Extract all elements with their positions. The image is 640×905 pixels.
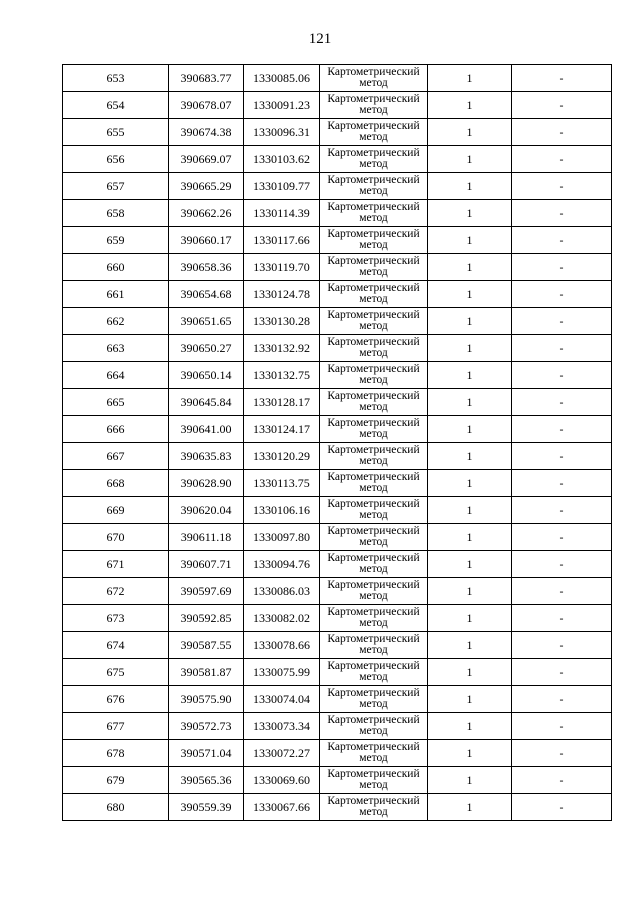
method-line-2: метод [359, 374, 388, 386]
method-line-2: метод [359, 131, 388, 143]
method-cell [320, 632, 428, 659]
method-cell [320, 470, 428, 497]
note-cell: - [512, 578, 612, 605]
x-coordinate-cell: 390674.38 [169, 119, 244, 146]
x-coordinate-cell: 390662.26 [169, 200, 244, 227]
method-line-2: метод [359, 320, 388, 332]
y-coordinate-cell: 1330091.23 [244, 92, 320, 119]
note-cell: - [512, 416, 612, 443]
note-cell: - [512, 227, 612, 254]
point-number-cell: 670 [63, 524, 169, 551]
method-line-2: метод [359, 401, 388, 413]
note-cell: - [512, 92, 612, 119]
accuracy-cell: 1 [428, 524, 512, 551]
table-row [63, 443, 612, 470]
note-cell: - [512, 632, 612, 659]
method-line-1: Картометрический [327, 471, 420, 483]
x-coordinate-cell: 390650.14 [169, 362, 244, 389]
x-coordinate-cell: 390572.73 [169, 713, 244, 740]
method-line-2: метод [359, 779, 388, 791]
table-row [63, 740, 612, 767]
table-row [63, 146, 612, 173]
method-cell [320, 173, 428, 200]
x-coordinate-cell: 390565.36 [169, 767, 244, 794]
point-number-cell: 678 [63, 740, 169, 767]
y-coordinate-cell: 1330097.80 [244, 524, 320, 551]
note-cell: - [512, 443, 612, 470]
y-coordinate-cell: 1330106.16 [244, 497, 320, 524]
point-number-cell: 675 [63, 659, 169, 686]
y-coordinate-cell: 1330119.70 [244, 254, 320, 281]
x-coordinate-cell: 390635.83 [169, 443, 244, 470]
x-coordinate-cell: 390651.65 [169, 308, 244, 335]
method-line-2: метод [359, 158, 388, 170]
y-coordinate-cell: 1330120.29 [244, 443, 320, 470]
point-number-cell: 680 [63, 794, 169, 821]
accuracy-cell: 1 [428, 119, 512, 146]
x-coordinate-cell: 390660.17 [169, 227, 244, 254]
note-cell: - [512, 605, 612, 632]
page-number: 121 [308, 31, 332, 47]
accuracy-cell: 1 [428, 308, 512, 335]
method-line-1: Картометрический [327, 390, 420, 402]
table-row [63, 254, 612, 281]
note-cell: - [512, 173, 612, 200]
x-coordinate-cell: 390571.04 [169, 740, 244, 767]
point-number-cell: 668 [63, 470, 169, 497]
point-number-cell: 660 [63, 254, 169, 281]
y-coordinate-cell: 1330124.17 [244, 416, 320, 443]
x-coordinate-cell: 390611.18 [169, 524, 244, 551]
method-line-1: Картометрический [327, 579, 420, 591]
y-coordinate-cell: 1330067.66 [244, 794, 320, 821]
method-line-1: Картометрический [327, 120, 420, 132]
y-coordinate-cell: 1330109.77 [244, 173, 320, 200]
note-cell: - [512, 794, 612, 821]
method-cell [320, 65, 428, 92]
point-number-cell: 653 [63, 65, 169, 92]
method-cell [320, 497, 428, 524]
y-coordinate-cell: 1330130.28 [244, 308, 320, 335]
method-cell [320, 254, 428, 281]
method-line-2: метод [359, 185, 388, 197]
point-number-cell: 679 [63, 767, 169, 794]
accuracy-cell: 1 [428, 335, 512, 362]
method-line-1: Картометрический [327, 255, 420, 267]
point-number-cell: 673 [63, 605, 169, 632]
table-row [63, 551, 612, 578]
table-row [63, 632, 612, 659]
accuracy-cell: 1 [428, 173, 512, 200]
note-cell: - [512, 200, 612, 227]
table-row [63, 686, 612, 713]
y-coordinate-cell: 1330074.04 [244, 686, 320, 713]
table-row [63, 227, 612, 254]
accuracy-cell: 1 [428, 578, 512, 605]
method-line-1: Картометрический [327, 714, 420, 726]
method-line-1: Картометрический [327, 768, 420, 780]
method-cell [320, 227, 428, 254]
note-cell: - [512, 335, 612, 362]
table-row [63, 335, 612, 362]
method-cell [320, 524, 428, 551]
note-cell: - [512, 65, 612, 92]
y-coordinate-cell: 1330124.78 [244, 281, 320, 308]
accuracy-cell: 1 [428, 254, 512, 281]
point-number-cell: 655 [63, 119, 169, 146]
table-row [63, 173, 612, 200]
accuracy-cell: 1 [428, 740, 512, 767]
point-number-cell: 662 [63, 308, 169, 335]
method-line-2: метод [359, 347, 388, 359]
accuracy-cell: 1 [428, 362, 512, 389]
y-coordinate-cell: 1330132.75 [244, 362, 320, 389]
method-line-1: Картометрический [327, 606, 420, 618]
method-line-2: метод [359, 293, 388, 305]
method-cell [320, 308, 428, 335]
method-line-2: метод [359, 482, 388, 494]
note-cell: - [512, 767, 612, 794]
note-cell: - [512, 659, 612, 686]
y-coordinate-cell: 1330069.60 [244, 767, 320, 794]
method-line-2: метод [359, 536, 388, 548]
y-coordinate-cell: 1330085.06 [244, 65, 320, 92]
y-coordinate-cell: 1330114.39 [244, 200, 320, 227]
method-line-2: метод [359, 428, 388, 440]
note-cell: - [512, 254, 612, 281]
method-line-1: Картометрический [327, 498, 420, 510]
x-coordinate-cell: 390683.77 [169, 65, 244, 92]
method-cell [320, 605, 428, 632]
x-coordinate-cell: 390597.69 [169, 578, 244, 605]
table-row [63, 281, 612, 308]
note-cell: - [512, 497, 612, 524]
x-coordinate-cell: 390620.04 [169, 497, 244, 524]
method-line-2: метод [359, 752, 388, 764]
method-cell [320, 119, 428, 146]
method-cell [320, 794, 428, 821]
method-line-1: Картометрический [327, 795, 420, 807]
note-cell: - [512, 524, 612, 551]
method-cell [320, 740, 428, 767]
accuracy-cell: 1 [428, 227, 512, 254]
method-line-1: Картометрический [327, 525, 420, 537]
method-cell [320, 578, 428, 605]
accuracy-cell: 1 [428, 605, 512, 632]
accuracy-cell: 1 [428, 443, 512, 470]
accuracy-cell: 1 [428, 470, 512, 497]
point-number-cell: 658 [63, 200, 169, 227]
x-coordinate-cell: 390654.68 [169, 281, 244, 308]
method-line-2: метод [359, 644, 388, 656]
table-row [63, 470, 612, 497]
method-cell [320, 389, 428, 416]
table-row [63, 308, 612, 335]
method-line-1: Картометрический [327, 147, 420, 159]
accuracy-cell: 1 [428, 389, 512, 416]
point-number-cell: 672 [63, 578, 169, 605]
table-row [63, 659, 612, 686]
method-line-2: метод [359, 806, 388, 818]
method-line-1: Картометрический [327, 93, 420, 105]
coordinates-table [62, 64, 612, 821]
note-cell: - [512, 740, 612, 767]
x-coordinate-cell: 390587.55 [169, 632, 244, 659]
point-number-cell: 661 [63, 281, 169, 308]
method-line-1: Картометрический [327, 687, 420, 699]
table-row [63, 200, 612, 227]
method-cell [320, 335, 428, 362]
accuracy-cell: 1 [428, 713, 512, 740]
method-cell [320, 281, 428, 308]
method-line-1: Картометрический [327, 66, 420, 78]
method-line-2: метод [359, 455, 388, 467]
note-cell: - [512, 119, 612, 146]
x-coordinate-cell: 390678.07 [169, 92, 244, 119]
accuracy-cell: 1 [428, 65, 512, 92]
y-coordinate-cell: 1330113.75 [244, 470, 320, 497]
note-cell: - [512, 551, 612, 578]
method-cell [320, 551, 428, 578]
point-number-cell: 666 [63, 416, 169, 443]
y-coordinate-cell: 1330094.76 [244, 551, 320, 578]
point-number-cell: 657 [63, 173, 169, 200]
table-row [63, 416, 612, 443]
method-line-2: метод [359, 212, 388, 224]
x-coordinate-cell: 390628.90 [169, 470, 244, 497]
accuracy-cell: 1 [428, 497, 512, 524]
y-coordinate-cell: 1330082.02 [244, 605, 320, 632]
point-number-cell: 669 [63, 497, 169, 524]
method-cell [320, 686, 428, 713]
y-coordinate-cell: 1330096.31 [244, 119, 320, 146]
y-coordinate-cell: 1330132.92 [244, 335, 320, 362]
accuracy-cell: 1 [428, 794, 512, 821]
method-line-2: метод [359, 590, 388, 602]
y-coordinate-cell: 1330086.03 [244, 578, 320, 605]
note-cell: - [512, 281, 612, 308]
method-line-1: Картометрический [327, 444, 420, 456]
method-line-1: Картометрический [327, 633, 420, 645]
x-coordinate-cell: 390658.36 [169, 254, 244, 281]
method-line-1: Картометрический [327, 174, 420, 186]
point-number-cell: 659 [63, 227, 169, 254]
accuracy-cell: 1 [428, 200, 512, 227]
note-cell: - [512, 686, 612, 713]
table-row [63, 497, 612, 524]
table-row [63, 119, 612, 146]
point-number-cell: 676 [63, 686, 169, 713]
coordinates-table-body [63, 65, 612, 821]
accuracy-cell: 1 [428, 416, 512, 443]
method-line-1: Картометрический [327, 282, 420, 294]
method-line-2: метод [359, 725, 388, 737]
method-line-1: Картометрический [327, 309, 420, 321]
method-line-2: метод [359, 239, 388, 251]
x-coordinate-cell: 390645.84 [169, 389, 244, 416]
table-row [63, 524, 612, 551]
method-line-1: Картометрический [327, 660, 420, 672]
x-coordinate-cell: 390650.27 [169, 335, 244, 362]
method-cell [320, 416, 428, 443]
accuracy-cell: 1 [428, 92, 512, 119]
method-line-1: Картометрический [327, 228, 420, 240]
method-cell [320, 200, 428, 227]
method-line-2: метод [359, 266, 388, 278]
point-number-cell: 654 [63, 92, 169, 119]
method-line-1: Картометрический [327, 363, 420, 375]
table-row [63, 578, 612, 605]
note-cell: - [512, 389, 612, 416]
y-coordinate-cell: 1330128.17 [244, 389, 320, 416]
accuracy-cell: 1 [428, 632, 512, 659]
x-coordinate-cell: 390607.71 [169, 551, 244, 578]
point-number-cell: 656 [63, 146, 169, 173]
note-cell: - [512, 362, 612, 389]
y-coordinate-cell: 1330073.34 [244, 713, 320, 740]
table-row [63, 65, 612, 92]
point-number-cell: 664 [63, 362, 169, 389]
note-cell: - [512, 713, 612, 740]
method-cell [320, 443, 428, 470]
method-line-2: метод [359, 77, 388, 89]
method-line-2: метод [359, 563, 388, 575]
table-row [63, 362, 612, 389]
y-coordinate-cell: 1330075.99 [244, 659, 320, 686]
method-cell [320, 659, 428, 686]
method-line-2: метод [359, 104, 388, 116]
method-line-1: Картометрический [327, 201, 420, 213]
x-coordinate-cell: 390669.07 [169, 146, 244, 173]
method-line-2: метод [359, 617, 388, 629]
method-line-2: метод [359, 698, 388, 710]
y-coordinate-cell: 1330117.66 [244, 227, 320, 254]
table-row [63, 767, 612, 794]
accuracy-cell: 1 [428, 767, 512, 794]
note-cell: - [512, 308, 612, 335]
method-cell [320, 713, 428, 740]
accuracy-cell: 1 [428, 659, 512, 686]
method-line-1: Картометрический [327, 741, 420, 753]
method-line-1: Картометрический [327, 417, 420, 429]
method-line-1: Картометрический [327, 552, 420, 564]
point-number-cell: 677 [63, 713, 169, 740]
method-cell [320, 767, 428, 794]
point-number-cell: 663 [63, 335, 169, 362]
table-row [63, 92, 612, 119]
x-coordinate-cell: 390559.39 [169, 794, 244, 821]
y-coordinate-cell: 1330072.27 [244, 740, 320, 767]
method-cell [320, 146, 428, 173]
table-row [63, 389, 612, 416]
table-row [63, 605, 612, 632]
accuracy-cell: 1 [428, 146, 512, 173]
method-line-1: Картометрический [327, 336, 420, 348]
x-coordinate-cell: 390665.29 [169, 173, 244, 200]
y-coordinate-cell: 1330078.66 [244, 632, 320, 659]
point-number-cell: 667 [63, 443, 169, 470]
accuracy-cell: 1 [428, 686, 512, 713]
method-line-2: метод [359, 509, 388, 521]
table-row [63, 713, 612, 740]
note-cell: - [512, 470, 612, 497]
method-cell [320, 92, 428, 119]
note-cell: - [512, 146, 612, 173]
y-coordinate-cell: 1330103.62 [244, 146, 320, 173]
x-coordinate-cell: 390581.87 [169, 659, 244, 686]
accuracy-cell: 1 [428, 281, 512, 308]
point-number-cell: 665 [63, 389, 169, 416]
table-row [63, 794, 612, 821]
method-line-2: метод [359, 671, 388, 683]
x-coordinate-cell: 390575.90 [169, 686, 244, 713]
point-number-cell: 674 [63, 632, 169, 659]
method-cell [320, 362, 428, 389]
point-number-cell: 671 [63, 551, 169, 578]
x-coordinate-cell: 390641.00 [169, 416, 244, 443]
accuracy-cell: 1 [428, 551, 512, 578]
x-coordinate-cell: 390592.85 [169, 605, 244, 632]
